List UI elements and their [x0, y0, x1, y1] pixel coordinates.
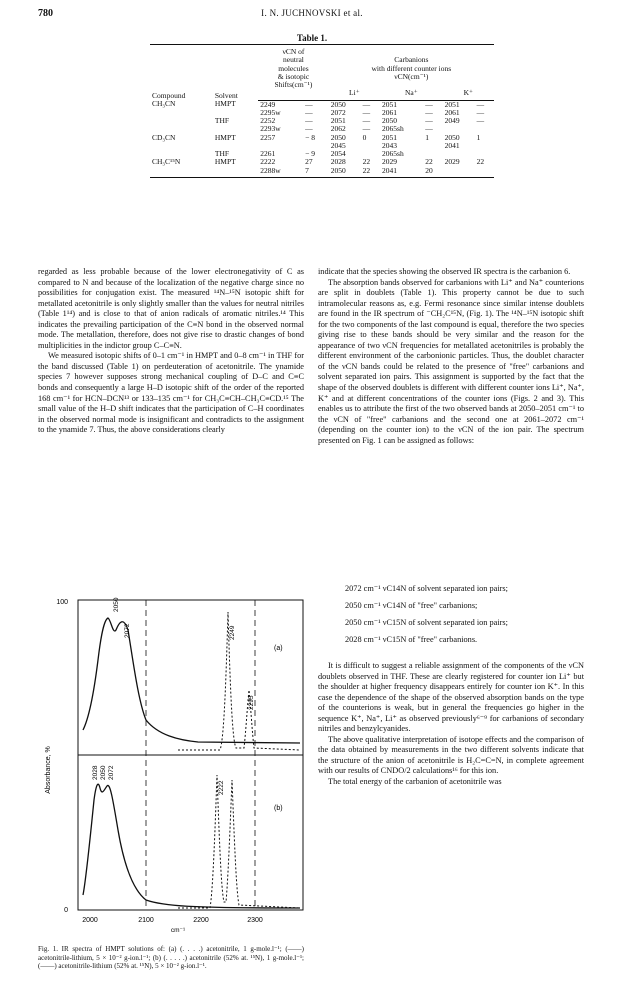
table-cell-li: 2028: [330, 157, 346, 167]
table-cell-k-s: —: [476, 107, 485, 117]
table-cell-solvent: HMPT: [214, 132, 236, 142]
left-column: [38, 267, 304, 436]
table-cell-shift: —: [305, 99, 313, 109]
spectrum-curve-b-dotted: [178, 775, 300, 908]
table-row: [150, 100, 494, 109]
table-cell-na: 2051: [382, 99, 398, 109]
table-cell-na-s: —: [425, 116, 433, 125]
table-cell-shift: 7: [303, 167, 329, 178]
table-cell-neutral: 2249: [260, 99, 276, 109]
table-cell-na: 2029: [382, 157, 398, 167]
peak-label: 2028: [92, 765, 99, 780]
table-cell-neutral: 2293w: [260, 124, 281, 134]
peak-label: 2072: [124, 623, 131, 638]
table-cell-na: 2065sh: [382, 124, 404, 134]
th-compound: Compound: [150, 45, 213, 101]
table-cell-shift: —: [305, 124, 313, 134]
table-cell-li-s: —: [362, 124, 371, 134]
table-row: [150, 167, 494, 178]
table-cell-k: 2050: [444, 132, 460, 142]
table-cell-shift: − 8: [305, 132, 316, 142]
table-cell-li: 2051: [330, 116, 346, 125]
table-cell-solvent: HMPT: [214, 99, 236, 108]
page-number: 780: [38, 8, 53, 19]
table-cell-k: 2029: [444, 157, 460, 167]
x-tick: 2000: [82, 917, 98, 924]
table-cell-solvent: THF: [214, 116, 230, 125]
table-cell-na: 2051: [382, 132, 398, 142]
table-cell-compound: [150, 142, 213, 150]
table-cell-na: 2050: [382, 116, 398, 125]
figure-caption: Fig. 1. IR spectra of HMPT solutions of: (a) (. . . .) acetonitrile, 1 g-mole.l⁻¹; (——) acetonitrile-lithium, 5 × 10⁻² g-ion.l⁻¹; (b) (. . . . .) acetonitrile (52% at. ¹⁵N), 1 g-mole.l⁻¹; (——) acetonitrile-lithium (52% at. ¹⁵N), 5 × 10⁻² g-ion.l⁻¹.: [38, 945, 304, 971]
x-tick: 2300: [247, 917, 263, 924]
paragraph: It is difficult to suggest a reliable assignment of the components of the νCN doublets observed in THF. These are clearly registered for counter ion Li⁺ but the shoulder at higher frequency disappears entirely for counter ion K⁺. In this case the dependence of the shape of the observed absorption bands on the type of the counterions is weak, but in general the frequencies go higher in the sequence K⁺, Na⁺, Li⁺ as observed previously⁶⁻⁹ for carbanions of secondary nitriles and benzylcyanides.: [318, 661, 584, 734]
table-cell-k: 2041: [444, 140, 460, 150]
peak-label: 2222: [218, 780, 225, 795]
table-cell-k: 2049: [444, 116, 460, 125]
table-cell-compound: [150, 109, 213, 117]
table-cell-na-s: —: [425, 124, 433, 134]
table-cell-li-s: 0: [362, 132, 367, 142]
table-cell-compound: CH₃C¹⁵N: [152, 157, 181, 167]
table-row: [150, 109, 494, 117]
table-cell-compound: CD₃CN: [152, 132, 176, 142]
table-row: [150, 134, 494, 142]
th-neutral: νCN of neutral molecules & isotopic Shifts(cm⁻¹): [258, 45, 328, 90]
table-cell-li: 2050: [330, 99, 346, 109]
table-row: [150, 158, 494, 166]
table-cell-k-s: [475, 167, 494, 178]
assignment-item: 2072 cm⁻¹ νC14N of solvent separated ion pairs;: [345, 584, 508, 593]
table-cell-neutral: 2222: [260, 157, 276, 167]
y-tick-top: 100: [56, 599, 68, 606]
table-cell-na-s: 1: [425, 132, 429, 142]
data-table: [150, 44, 494, 178]
table-cell-li: 2050: [329, 167, 361, 178]
table-cell-na-s: 20: [423, 167, 442, 178]
assignment-item: 2050 cm⁻¹ νC14N of "free" carbanions;: [345, 601, 478, 610]
table-cell-shift: —: [305, 116, 313, 125]
th-na: Na⁺: [380, 89, 443, 100]
table-cell-k-s: 1: [476, 132, 481, 142]
peak-label: 2249: [229, 625, 236, 640]
table-cell-li-s: —: [362, 107, 371, 117]
paragraph: indicate that the species showing the observed IR spectra is the carbanion 6.: [318, 267, 571, 276]
table-cell-li-s: [361, 142, 380, 150]
table-cell-neutral: 2252: [260, 116, 276, 125]
x-tick: 2100: [138, 917, 154, 924]
assignment-list: [345, 580, 508, 648]
table-cell-k: [443, 167, 475, 178]
table-cell-na-s: —: [425, 99, 433, 109]
ir-spectra-figure: [38, 590, 308, 940]
th-li: Li⁺: [329, 89, 380, 100]
table-cell-k-s: —: [476, 116, 485, 125]
peak-label: 2050: [100, 765, 107, 780]
table-cell-li: 2072: [330, 107, 346, 117]
table-cell-na: 2061: [382, 107, 398, 117]
table-cell-compound: CH₃CN: [152, 99, 176, 108]
table-cell-li-s: —: [362, 116, 371, 125]
table-cell-li-s: —: [362, 99, 371, 109]
assignment-item: 2050 cm⁻¹ νC15N of solvent separated ion pairs;: [345, 618, 508, 627]
x-unit: cm⁻¹: [170, 927, 186, 934]
table-cell-k-s: 22: [476, 157, 485, 167]
table-row: [150, 142, 494, 150]
y-axis-label: Absorbance, %: [45, 746, 52, 794]
right-column: [318, 267, 584, 446]
table-cell-shift: 27: [305, 157, 313, 167]
table-cell-li: 2062: [330, 124, 346, 134]
table-cell-neutral: 2261: [260, 149, 276, 158]
table-cell-shift: − 9: [305, 149, 316, 158]
paragraph: The absorption bands observed for carbanions with Li⁺ and Na⁺ counterions are split in doublets (Table 1). This property cannot be due to such intramolecular reasons as, e.g. Fermi resonance since similar intense doublets are found in the IR spectrum of ⁻CH₂C¹⁵N, (Fig. 1). The ¹⁴N–¹⁵N isotopic shift for the two components of the last compound is equal, therefore the two species giving rise to these bands should be very similar and the reason for the appearance of two νCN frequencies for metallated acetonitriles is probably the different environment of the carbonionic particles. Thus, the doublet character of the νCN bands could be related to the presence of "free" carbanions and solvent separated ion pairs. This assignment is supported by the fact that the shape of the observed doublets is different with different counter ions Li⁺, Na⁺, K⁺ and at different concentrations of the counter ions (Figs. 2 and 3). This enables us to attribute the first of the two observed bands at 2050–2051 cm⁻¹ to the νCN of "free" carbanions and the second one at 2061–2072 cm⁻¹ (depending on the counter ion) to the νCN of the ion pair. The spectrum presented on Fig. 1 can be assigned as follows:: [318, 277, 584, 445]
table-cell-na-s: —: [425, 107, 433, 117]
paragraph: We measured isotopic shifts of 0–1 cm⁻¹ in HMPT and 0–8 cm⁻¹ in THF for the band discussed (Table 1) on perdeuteration of acetonitrile. The ynamide species 7 however supposes strong mechanical coupling of D–C and C≡C bonds and consequently a large H–D isotopic shift of the order of the reported 168 cm⁻¹ for HCN–DCN¹³ or 133–135 cm⁻¹ for CH₃C≡CH–CH₃C≡CD.¹⁵ The small value of the H–D shift indicates that the participation of C–H coordinates in the observed normal mode is insignificant and contradicts to the assignment to the ynamide 7. Thus, the above considerations clearly: [38, 351, 304, 435]
y-tick-zero: 0: [64, 907, 68, 914]
table-cell-k: 2061: [444, 107, 460, 117]
table-cell-na-s: 22: [425, 157, 433, 167]
spectrum-curve-b-solid: [83, 784, 300, 908]
table-cell-li: 2054: [330, 149, 346, 158]
panel-a-label: (a): [274, 645, 283, 652]
table-cell-solvent: THF: [214, 149, 230, 158]
table-cell-na: 2041: [380, 167, 423, 178]
table-cell-na-s: [423, 142, 442, 150]
table-cell-solvent: HMPT: [214, 157, 236, 167]
table-row: [150, 150, 494, 158]
table-cell-li-s: 22: [361, 167, 380, 178]
right-column-lower: [318, 661, 584, 788]
table-cell-solvent: [213, 167, 258, 178]
peak-label: 2295: [248, 695, 255, 710]
running-title: I. N. JUCHNOVSKI et al.: [261, 8, 363, 18]
paragraph: The above qualitative interpretation of isotope effects and the comparison of the data obtained by measurements in the two different solvents indicate that the structure of the anion of acetonitrile is H₂C=C=N, in complete agreement with our results of CNDO/2 calculations¹⁶ for this ion.: [318, 734, 584, 776]
table-cell-k-s: —: [476, 99, 485, 109]
table-row: [150, 125, 494, 133]
table-cell-na: 2065sh: [382, 149, 404, 158]
table-cell-compound: [150, 117, 213, 125]
panel-b-label: (b): [274, 805, 283, 812]
table-cell-neutral: 2295w: [260, 107, 281, 117]
table-cell-li: 2045: [330, 140, 346, 150]
table-cell-k: 2051: [444, 99, 460, 109]
table-cell-li-s: 22: [362, 157, 371, 167]
peak-label: 2072: [108, 765, 115, 780]
table-cell-k-s: [475, 142, 494, 150]
table-cell-neutral: 2257: [260, 132, 276, 142]
table-row: [150, 117, 494, 125]
th-carbanions: Carbanions with different counter ions νCN(cm⁻¹): [329, 45, 494, 90]
table-cell-compound: [150, 167, 213, 178]
table-cell-shift: —: [305, 107, 313, 117]
assignment-item: 2028 cm⁻¹ νC15N of "free" carbanions.: [345, 635, 478, 644]
paragraph: regarded as less probable because of the lower electronegativity of C as compared to N and because of the localization of the negative charge since no possibilities for conjugation exist. The measured ¹⁴N–¹⁵N isotopic shift for metallated acetonitrile is only slightly smaller than the values for neutral nitriles (Table 1¹⁴) and is close to that of anion radicals of aromatic nitriles.¹⁴ This indicates the prevailing participation of the C≡N bond in the observed normal mode. The metallation, therefore, does not give rise to drastic changes of bond multiplicities in the indictor group C–C≡N.: [38, 267, 304, 350]
peak-label: 2050: [113, 597, 120, 612]
th-solvent: Solvent: [213, 45, 258, 101]
table-cell-neutral: 2288w: [258, 167, 303, 178]
table-cell-li: 2050: [330, 132, 346, 142]
spectrum-curve-a-solid: [83, 618, 300, 743]
paragraph: The total energy of the carbanion of acetonitrile was: [328, 777, 502, 787]
spectrum-curve-a-dotted: [178, 612, 300, 750]
table-title: Table 1.: [296, 33, 328, 43]
x-tick: 2200: [193, 917, 209, 924]
th-k: K⁺: [443, 89, 494, 100]
table-cell-na: 2043: [382, 140, 398, 150]
